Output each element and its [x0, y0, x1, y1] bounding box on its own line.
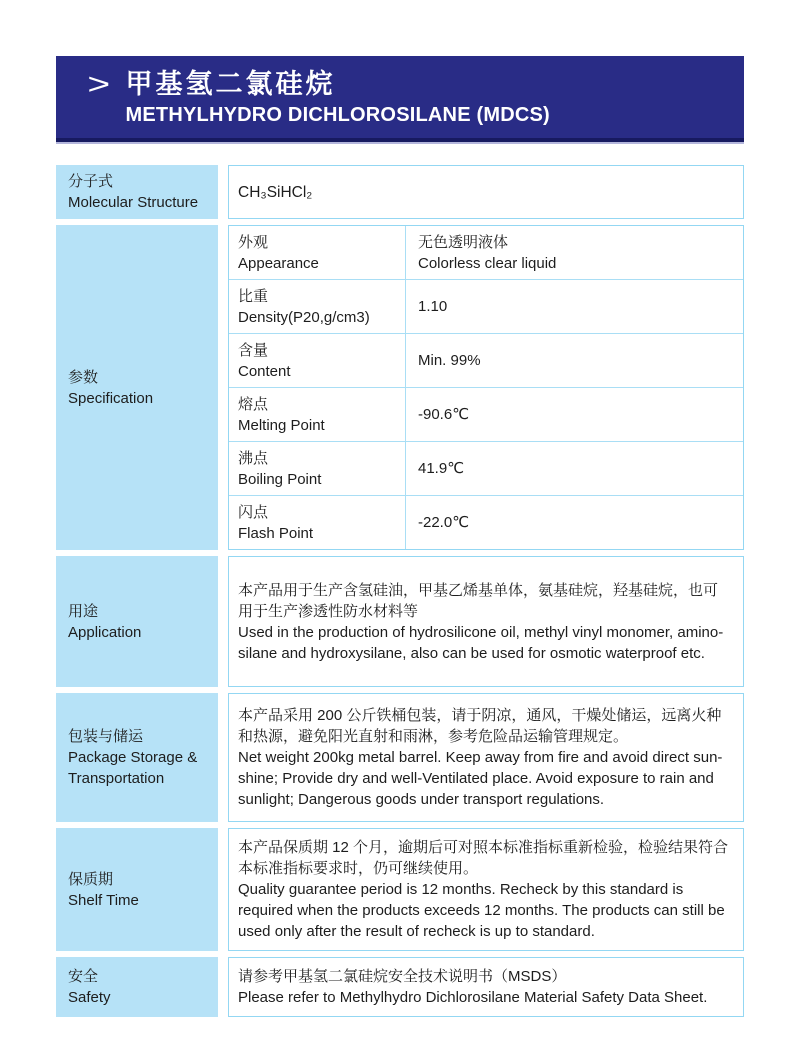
row-label-en: Package Storage & Transportation [68, 749, 198, 787]
shelf-time-text-cn: 本产品保质期 12 个月，逾期后可对照本标准指标重新检验，检验结果符合本标准指标要求时，仍可继续使用。 [238, 839, 729, 877]
spec-row-flash-point [229, 496, 743, 549]
spec-name-en: Melting Point [238, 416, 325, 434]
spec-name-cn: 外观 [238, 233, 269, 251]
safety-text-cn: 请参考甲基氢二氯硅烷安全技术说明书（MSDS） [238, 968, 567, 985]
package-storage-text-en: Net weight 200kg metal barrel. Keep away from fire and avoid direct sun-shine; Provide dry and well-Ventilated place. Avoid exposure to rain and sunlight; Dangerous goods under transport regulations. [238, 749, 723, 808]
spec-row-boiling-point [229, 442, 743, 496]
row-label-shelf-time [56, 828, 218, 951]
spec-value-cell [406, 226, 743, 279]
spec-name-en: Boiling Point [238, 470, 322, 488]
product-title-cn: 甲基氢二氯硅烷 [125, 68, 336, 99]
row-label-en: Safety [68, 989, 111, 1006]
package-storage-cell [228, 693, 744, 822]
spec-row-melting-point [229, 388, 743, 442]
spec-name-cn: 闪点 [238, 503, 269, 521]
shelf-time-text [229, 829, 743, 950]
section-application [56, 556, 744, 687]
safety-text [229, 958, 743, 1016]
row-label-cn: 保质期 [68, 870, 114, 888]
row-label-safety [56, 957, 218, 1017]
spec-value-cell [406, 334, 743, 387]
package-storage-text-cn: 本产品采用 200 公斤铁桶包装，请于阴凉，通风，干燥处储运，远离火种和热源，避免阳光直射和雨淋，参考危险品运输管理规定。 [238, 707, 722, 745]
row-label-cn: 包装与储运 [68, 728, 144, 745]
spec-value-cell [406, 496, 743, 549]
row-label-application [56, 556, 218, 687]
row-label-en: Shelf Time [68, 891, 139, 909]
spec-name-cell [229, 442, 406, 495]
spec-name-cell [229, 388, 406, 441]
spec-name-cn: 比重 [238, 287, 269, 305]
section-safety [56, 957, 744, 1017]
spec-name-en: Appearance [238, 254, 319, 272]
application-text [229, 557, 743, 686]
spec-name-cell [229, 334, 406, 387]
row-label-molecular-structure [56, 165, 218, 219]
spec-name-cell [229, 226, 406, 279]
shelf-time-cell [228, 828, 744, 951]
row-label-en: Application [68, 623, 142, 641]
row-label-cn: 参数 [68, 368, 99, 386]
spec-row-content [229, 334, 743, 388]
spec-name-en: Content [238, 362, 291, 380]
spec-name-cn: 含量 [238, 341, 269, 359]
spec-name-cn: 沸点 [238, 449, 269, 467]
safety-text-en: Please refer to Methylhydro Dichlorosilane Material Safety Data Sheet. [238, 989, 708, 1006]
spec-row-appearance [229, 226, 743, 280]
spec-value: 1.10 [418, 298, 448, 315]
row-label-cn: 分子式 [68, 173, 114, 190]
section-package-storage [56, 693, 744, 822]
spec-name-en: Flash Point [238, 524, 314, 542]
package-storage-text [229, 694, 743, 821]
spec-value: Min. 99% [418, 352, 481, 369]
spec-value: 41.9℃ [418, 460, 465, 477]
row-label-en: Molecular Structure [68, 194, 199, 211]
section-specification [56, 225, 744, 550]
application-text-cn: 本产品用于生产含氢硅油，甲基乙烯基单体，氨基硅烷，羟基硅烷，也可用于生产渗透性防水材料等 [238, 581, 719, 620]
product-title-en: METHYLHYDRO DICHLOROSILANE (MDCS) [125, 103, 550, 126]
spec-row-density [229, 280, 743, 334]
spec-name-cell [229, 280, 406, 333]
row-label-specification [56, 225, 218, 550]
section-shelf-time [56, 828, 744, 951]
spec-value-cell [406, 442, 743, 495]
row-label-package-storage [56, 693, 218, 822]
spec-value-en: Colorless clear liquid [418, 254, 557, 272]
spec-table [56, 165, 744, 1017]
spec-name-cn: 熔点 [238, 395, 269, 413]
section-molecular-structure [56, 165, 744, 219]
spec-value-cell [406, 280, 743, 333]
row-label-cn: 安全 [68, 968, 99, 985]
spec-name-cell [229, 496, 406, 549]
product-titles [126, 66, 550, 129]
chevron-right-icon: > [87, 68, 111, 101]
safety-cell [228, 957, 744, 1017]
molecular-structure-cell [228, 165, 744, 219]
spec-name-en: Density(P20,g/cm3) [238, 308, 370, 326]
page-content [56, 56, 744, 1017]
product-header-banner [56, 56, 744, 142]
specification-subtable [228, 225, 744, 550]
spec-value-cn: 无色透明液体 [418, 233, 509, 251]
row-label-cn: 用途 [68, 602, 99, 620]
molecular-formula: CH₃SiHCl₂ [238, 183, 313, 201]
row-label-en: Specification [68, 389, 154, 407]
spec-value-cell [406, 388, 743, 441]
spec-value: -90.6℃ [418, 406, 470, 423]
shelf-time-text-en: Quality guarantee period is 12 months. Recheck by this standard is required when the products exceeds 12 months. The products can still be used only after the result of recheck is up to standard. [238, 881, 725, 940]
spec-value: -22.0℃ [418, 514, 470, 531]
application-text-en: Used in the production of hydrosilicone oil, methyl vinyl monomer, amino-silane and hydroxysilane, also can be used for osmotic waterproof etc. [238, 623, 724, 662]
application-cell [228, 556, 744, 687]
